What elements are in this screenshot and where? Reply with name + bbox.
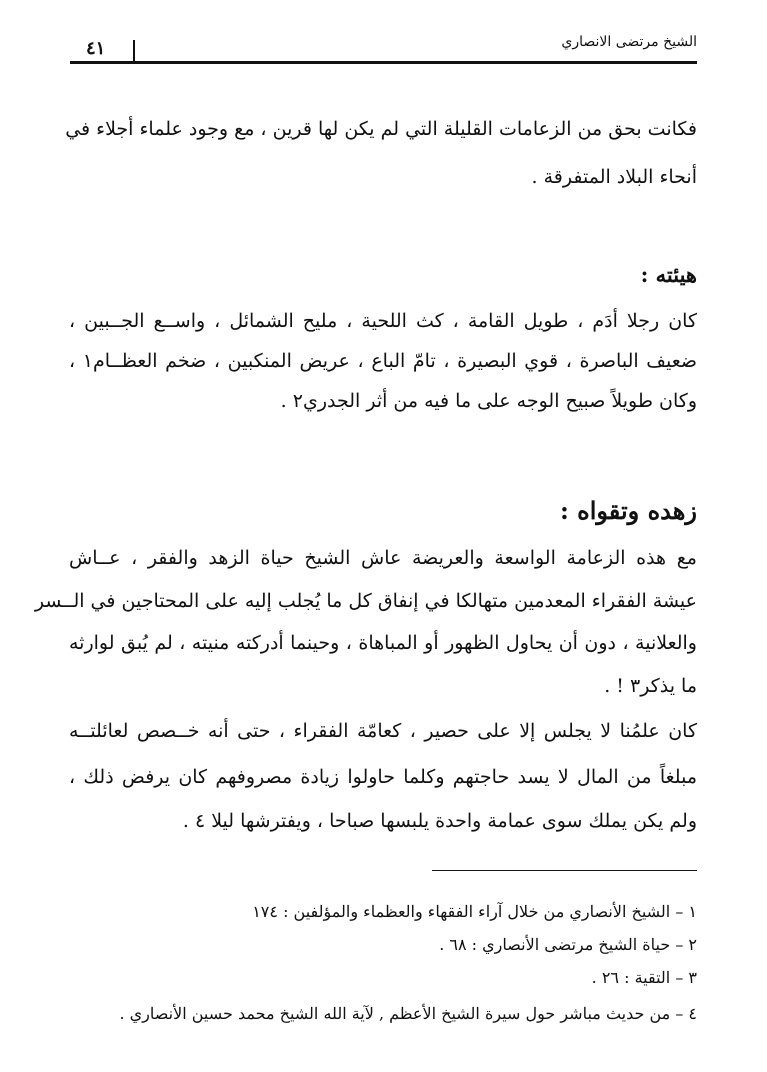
- footnote: ٣ – التقية : ٢٦ .: [591, 968, 697, 987]
- footnote-separator: [432, 870, 697, 871]
- body-line: كان علمُنا لا يجلس إلا على حصير ، كعامّة الفقراء ، حتى أنه خــصص لعائلتــه: [69, 720, 697, 742]
- header-tick-mark: [133, 40, 135, 62]
- body-line: ضعيف الباصرة ، قوي البصيرة ، تامّ الباع ، عريض المنكبين ، ضخم العظــام١ ،: [69, 350, 698, 372]
- page-number: ٤١: [86, 38, 106, 59]
- section-heading-asceticism: زهده وتقواه :: [559, 496, 697, 525]
- section-heading-appearance: هيئته :: [640, 262, 697, 287]
- body-line: أنحاء البلاد المتفرقة .: [531, 166, 697, 188]
- footnote: ١ – الشيخ الأنصاري من خلال آراء الفقهاء والعظماء والمؤلفين : ١٧٤: [252, 902, 697, 921]
- header-rule: [70, 61, 697, 64]
- body-line: والعلانية ، دون أن يحاول الظهور أو المباهاة ، وحينما أدركته منيته ، لم يُبق لوارثه: [69, 632, 697, 654]
- body-line: مبلغاً من المال لا يسد حاجتهم وكلما حاولوا زيادة مصروفهم كان يرفض ذلك ،: [69, 766, 697, 788]
- footnote: ٢ – حياة الشيخ مرتضى الأنصاري : ٦٨ .: [439, 935, 697, 954]
- footnote: ٤ – من حديث مباشر حول سيرة الشيخ الأعظم , لآية الله الشيخ محمد حسين الأنصاري .: [119, 1004, 697, 1023]
- body-line: ولم يكن يملك سوى عمامة واحدة يلبسها صباحا ، ويفترشها ليلا ٤ .: [182, 810, 697, 832]
- body-line: ما يذكر٣ ! .: [604, 675, 697, 697]
- body-line: عيشة الفقراء المعدمين متهالكا في إنفاق كل ما يُجلب إليه على المحتاجين في الــسر: [34, 590, 697, 612]
- body-line: وكان طويلاً صبيح الوجه على ما فيه من أثر الجدري٢ .: [280, 390, 697, 412]
- body-line: كان رجلا أدَم ، طويل القامة ، كث اللحية ، مليح الشمائل ، واســع الجــبين ،: [69, 310, 697, 332]
- body-line: فكانت بحق من الزعامات القليلة التي لم يكن لها قرين ، مع وجود علماء أجلاء في: [65, 118, 697, 140]
- body-line: مع هذه الزعامة الواسعة والعريضة عاش الشيخ حياة الزهد والفقر ، عــاش: [69, 547, 697, 569]
- running-header-title: الشيخ مرتضى الانصاري: [561, 34, 697, 50]
